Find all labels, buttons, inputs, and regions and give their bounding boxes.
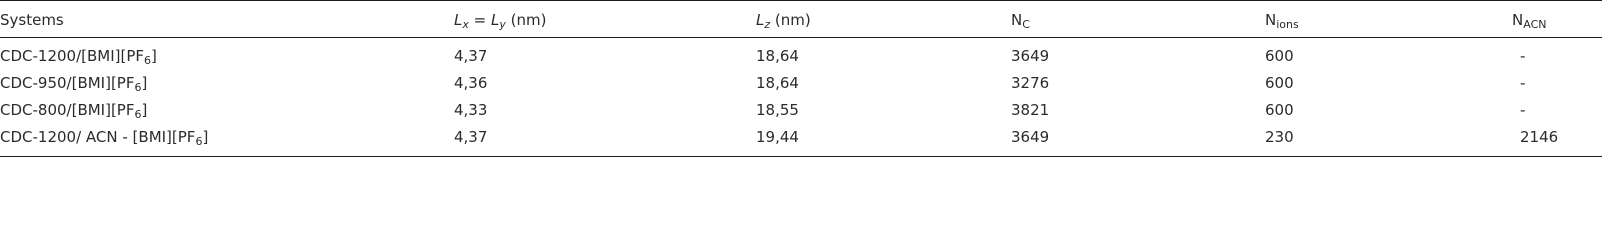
cell-nc: 3649: [1011, 47, 1050, 65]
table-row: [0, 44, 1602, 68]
table-row: [0, 71, 1602, 95]
cell-nc: 3276: [1011, 74, 1050, 92]
cell-system: CDC-$1200/[BMI][PF_6]$: [0, 47, 157, 67]
cell-lz: 18,64: [756, 47, 799, 65]
cell-nacn: -: [1520, 101, 1526, 119]
header-lz: $L_z$ (nm): [756, 11, 811, 31]
cell-nions: 230: [1265, 128, 1294, 146]
table-bottom-rule: [0, 156, 1602, 157]
cell-system: CDC-1200/ ACN - $[BMI][PF_6]$: [0, 128, 209, 148]
cell-nions: 600: [1265, 74, 1294, 92]
cell-lz: 18,64: [756, 74, 799, 92]
table-top-rule: [0, 0, 1602, 1]
cell-lz: 19,44: [756, 128, 799, 146]
cell-lxy: 4,37: [454, 128, 488, 146]
cell-nc: 3649: [1011, 128, 1050, 146]
header-nc: $N_C$: [1011, 11, 1030, 31]
cell-nacn: -: [1520, 47, 1526, 65]
header-systems: Systems: [0, 11, 64, 29]
cell-lxy: 4,37: [454, 47, 488, 65]
cell-nc: 3821: [1011, 101, 1050, 119]
table-row: [0, 125, 1602, 149]
cell-lxy: 4,36: [454, 74, 488, 92]
cell-lz: 18,55: [756, 101, 799, 119]
table-header-rule: [0, 37, 1602, 38]
table-row: [0, 98, 1602, 122]
header-lx-ly: $L_x = L_y$ (nm): [454, 11, 547, 31]
table-header-row: [0, 8, 1602, 32]
cell-nacn: 2146: [1520, 128, 1559, 146]
cell-system: CDC-$800/[BMI][PF_6]$: [0, 101, 148, 121]
header-nacn: $N_{ACN}$: [1512, 11, 1547, 31]
cell-nacn: -: [1520, 74, 1526, 92]
cell-system: CDC-$950/[BMI][PF_6]$: [0, 74, 148, 94]
cell-lxy: 4,33: [454, 101, 488, 119]
header-nions: $N_{ions}$: [1265, 11, 1299, 31]
cell-nions: 600: [1265, 101, 1294, 119]
cell-nions: 600: [1265, 47, 1294, 65]
